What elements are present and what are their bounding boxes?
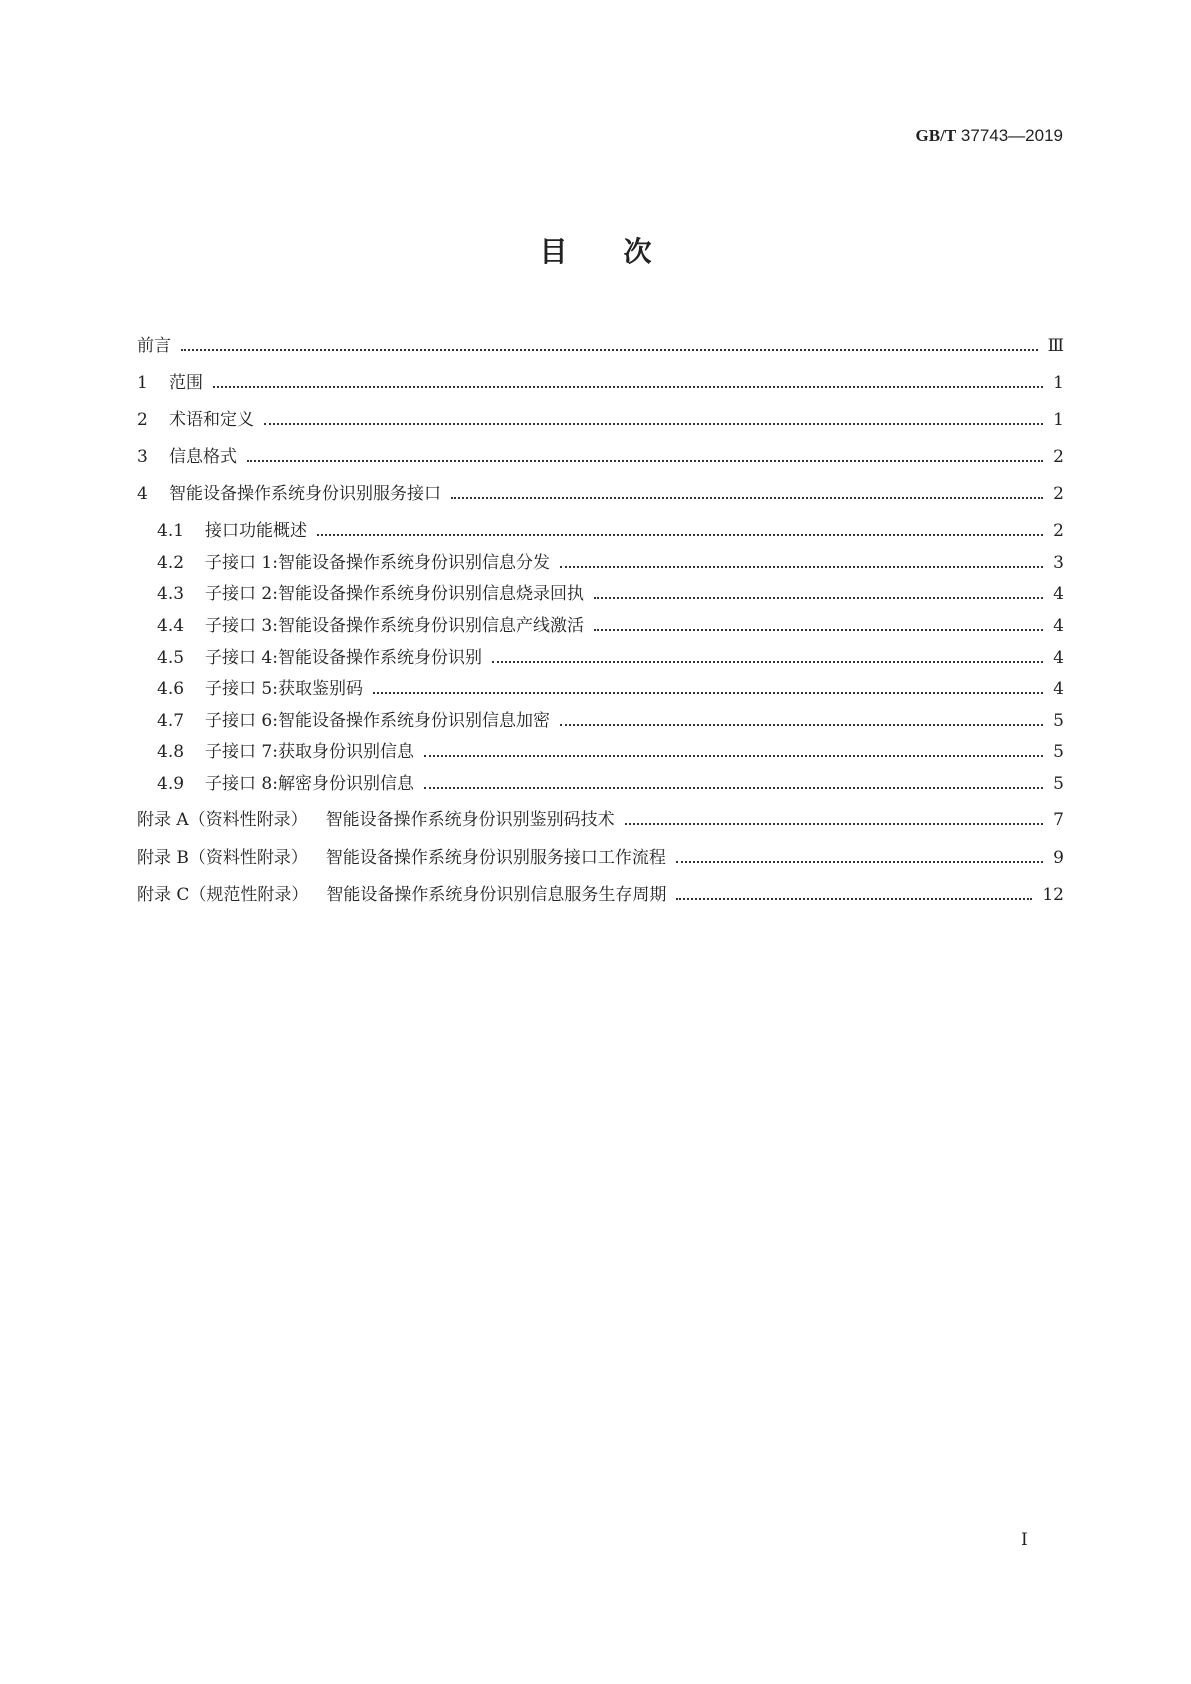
toc-entry-title: 子接口 5:获取鉴别码 <box>205 679 363 699</box>
toc-entry[interactable] <box>137 479 1064 503</box>
dot-leader <box>373 692 1043 694</box>
toc-entry[interactable] <box>137 405 1064 429</box>
toc-entry-number: 4.5 <box>157 648 185 668</box>
toc-entry-page: 7 <box>1053 810 1064 830</box>
toc-entry-title: 子接口 3:智能设备操作系统身份识别信息产线激活 <box>205 616 584 636</box>
toc-entry-title: 接口功能概述 <box>205 521 307 541</box>
page-title: 目次 <box>539 235 708 268</box>
dot-leader <box>181 349 1038 351</box>
dot-leader <box>424 755 1043 757</box>
toc-entry[interactable] <box>157 611 1064 635</box>
toc-entry-title: 子接口 4:智能设备操作系统身份识别 <box>205 648 482 668</box>
toc-entry[interactable] <box>157 674 1064 698</box>
toc-entry-number: 2 <box>137 410 148 430</box>
dot-leader <box>317 534 1043 536</box>
dot-leader <box>451 497 1043 499</box>
toc-entry-title: 子接口 1:智能设备操作系统身份识别信息分发 <box>205 553 550 573</box>
toc-entry-number: 4.2 <box>157 553 185 573</box>
toc-entry[interactable] <box>137 843 1064 867</box>
toc-entry-number: 附录 C（规范性附录） <box>137 885 309 905</box>
toc-entry-title: 范围 <box>169 373 203 393</box>
dot-leader <box>560 566 1043 568</box>
toc-entry-title: 智能设备操作系统身份识别服务接口 <box>169 484 441 504</box>
toc-entry-page: 4 <box>1053 648 1064 668</box>
standard-code: 37743—2019 <box>960 126 1063 145</box>
toc-entry[interactable] <box>157 516 1064 540</box>
toc-entry[interactable] <box>137 368 1064 392</box>
toc-entry-number: 1 <box>137 373 148 393</box>
toc-entry-number: 附录 B（资料性附录） <box>137 848 308 868</box>
toc-entry-number: 3 <box>137 447 148 467</box>
dot-leader <box>213 386 1043 388</box>
toc-entry-title: 智能设备操作系统身份识别服务接口工作流程 <box>325 848 666 868</box>
toc-entry-number: 4.8 <box>157 742 185 762</box>
toc-entry-page: 3 <box>1053 553 1064 573</box>
dot-leader <box>676 861 1043 863</box>
dot-leader <box>424 787 1043 789</box>
toc-entry-number: 4 <box>137 484 148 504</box>
dot-leader <box>560 724 1043 726</box>
toc-entry-number: 附录 A（资料性附录） <box>137 810 308 830</box>
toc-entry-page: 1 <box>1053 410 1064 430</box>
toc-entry[interactable] <box>157 737 1064 761</box>
toc-entry-number: 4.3 <box>157 584 185 604</box>
toc-entry[interactable] <box>157 706 1064 730</box>
toc-entry-page: 5 <box>1053 774 1064 794</box>
toc-entry-title: 智能设备操作系统身份识别鉴别码技术 <box>325 810 615 830</box>
toc-entry-page: 2 <box>1053 447 1064 467</box>
standard-number <box>916 126 1063 146</box>
toc-entry[interactable] <box>157 548 1064 572</box>
toc-entry-title: 信息格式 <box>169 447 237 467</box>
dot-leader <box>625 823 1043 825</box>
dot-leader <box>676 898 1032 900</box>
toc-entry-title: 子接口 8:解密身份识别信息 <box>205 774 414 794</box>
dot-leader <box>264 423 1043 425</box>
dot-leader <box>594 629 1043 631</box>
dot-leader <box>247 460 1043 462</box>
toc-entry-title: 术语和定义 <box>169 410 254 430</box>
toc-entry-page: 1 <box>1053 373 1064 393</box>
toc-entry[interactable] <box>157 643 1064 667</box>
toc-entry-page: 5 <box>1053 742 1064 762</box>
toc-entry-number: 4.4 <box>157 616 185 636</box>
toc-entry-page: 4 <box>1053 616 1064 636</box>
toc-entry-page: 5 <box>1053 711 1064 731</box>
toc-entry-title: 前言 <box>137 336 171 356</box>
toc-entry-page: 4 <box>1053 584 1064 604</box>
toc-entry[interactable] <box>157 769 1064 793</box>
toc-entry-page: 9 <box>1053 848 1064 868</box>
toc-entry-page: 2 <box>1053 484 1064 504</box>
dot-leader <box>594 597 1043 599</box>
toc-entry-number: 4.6 <box>157 679 185 699</box>
toc-entry-number: 4.1 <box>157 521 185 541</box>
toc-entry-page: Ⅲ <box>1047 336 1064 356</box>
toc-entry-title: 子接口 2:智能设备操作系统身份识别信息烧录回执 <box>205 584 584 604</box>
toc-entry-page: 4 <box>1053 679 1064 699</box>
toc-entry-title: 智能设备操作系统身份识别信息服务生存周期 <box>326 885 667 905</box>
page-number: I <box>1021 1530 1028 1550</box>
toc-entry[interactable] <box>137 331 1064 355</box>
toc-entry[interactable] <box>137 880 1064 904</box>
dot-leader <box>492 661 1043 663</box>
toc-entry-page: 2 <box>1053 521 1064 541</box>
toc-entry-number: 4.7 <box>157 711 185 731</box>
toc-entry[interactable] <box>137 442 1064 466</box>
toc-entry[interactable] <box>137 805 1064 829</box>
toc-entry[interactable] <box>157 579 1064 603</box>
toc-entry-number: 4.9 <box>157 774 185 794</box>
standard-prefix: GB/T <box>915 126 957 145</box>
toc-entry-page: 12 <box>1042 885 1064 905</box>
toc-entry-title: 子接口 7:获取身份识别信息 <box>205 742 414 762</box>
toc-entry-title: 子接口 6:智能设备操作系统身份识别信息加密 <box>205 711 550 731</box>
